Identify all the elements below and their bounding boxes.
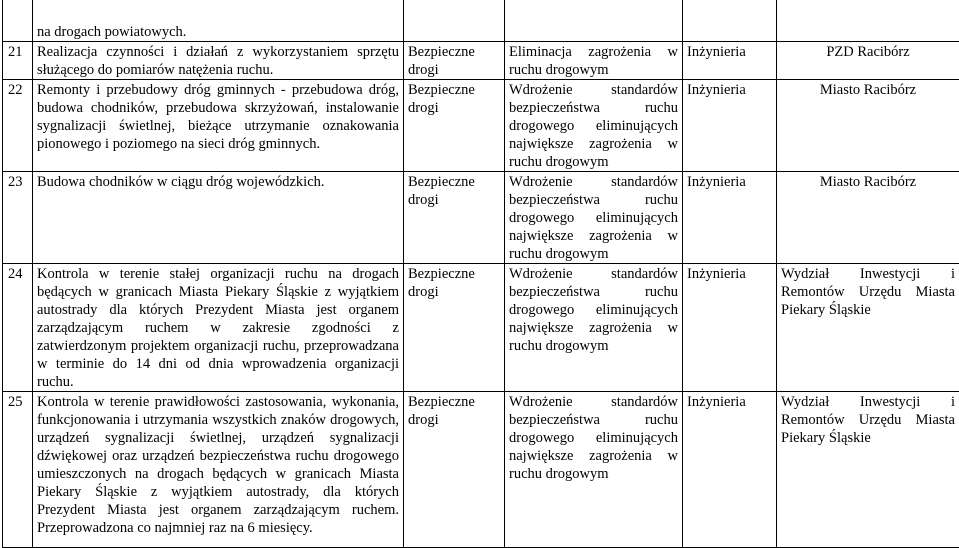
row-responsible: Miasto Racibórz: [777, 172, 959, 264]
row-area: Bezpieczne drogi: [404, 264, 505, 392]
table-row: [3, 172, 959, 264]
row-area: Bezpieczne drogi: [404, 42, 505, 80]
row-goal: [505, 0, 683, 42]
row-goal: Wdrożenie standardów bezpieczeństwa ruchu drogowego eliminujących największe zagrożenia w ruchu drogowym: [505, 264, 683, 392]
row-description: Remonty i przebudowy dróg gminnych - przebudowa dróg, budowa chodników, przebudowa skrzyżowań, instalowanie sygnalizacji świetlnej, bieżące utrzymanie oznakowania pionowego i poziomego na sieci dróg gminnych.: [33, 80, 404, 172]
row-area: Bezpieczne drogi: [404, 392, 505, 548]
row-goal: Wdrożenie standardów bezpieczeństwa ruchu drogowego eliminujących największe zagrożenia w ruchu drogowym: [505, 80, 683, 172]
row-category: Inżynieria: [683, 392, 777, 548]
row-description: Kontrola w terenie prawidłowości zastosowania, wykonania, funkcjonowania i utrzymania wszystkich znaków drogowych, urządzeń sygnalizacji świetlnej, urządzeń sygnalizacji dźwiękowej oraz urządzeń bezpieczeństwa ruchu drogowego umieszczonych na drogach będących w granicach Miasta Piekary Śląskie z wyjątkiem autostrady, dla których Prezydent Miasta jest organem zarządzającym ruchem. Przeprowadzona co najmniej raz na 6 miesięcy.: [33, 392, 404, 548]
row-category: Inżynieria: [683, 42, 777, 80]
row-number: 21: [3, 42, 33, 80]
row-description: Realizacja czynności i działań z wykorzystaniem sprzętu służącego do pomiarów natężenia ruchu.: [33, 42, 404, 80]
table-row: [3, 80, 959, 172]
row-responsible: PZD Racibórz: [777, 42, 959, 80]
row-goal: Wdrożenie standardów bezpieczeństwa ruchu drogowego eliminujących największe zagrożenia w ruchu drogowym: [505, 172, 683, 264]
row-description: Budowa chodników w ciągu dróg wojewódzkich.: [33, 172, 404, 264]
row-area: Bezpieczne drogi: [404, 172, 505, 264]
table-row: [3, 42, 959, 80]
row-responsible: Miasto Racibórz: [777, 80, 959, 172]
row-goal: Eliminacja zagrożenia w ruchu drogowym: [505, 42, 683, 80]
row-responsible: Wydział Inwestycji i Remontów Urzędu Miasta Piekary Śląskie: [777, 264, 959, 392]
row-number: 25: [3, 392, 33, 548]
row-category: [683, 0, 777, 42]
row-responsible: Wydział Inwestycji i Remontów Urzędu Miasta Piekary Śląskie: [777, 392, 959, 548]
row-responsible: [777, 0, 959, 42]
table-row: [3, 392, 959, 548]
row-description: Kontrola w terenie stałej organizacji ruchu na drogach będących w granicach Miasta Piekary Śląskie z wyjątkiem autostrady dla których Prezydent Miasta jest organem zarządzającym ruchem w zakresie zgodności z zatwierdzonym projektem organizacji ruchu, przeprowadzana w terminie do 14 dni od dnia wprowadzenia organizacji ruchu.: [33, 264, 404, 392]
row-goal: Wdrożenie standardów bezpieczeństwa ruchu drogowego eliminujących największe zagrożenia w ruchu drogowym: [505, 392, 683, 548]
row-category: Inżynieria: [683, 80, 777, 172]
table-row: [3, 0, 959, 42]
row-area: [404, 0, 505, 42]
row-number: [3, 0, 33, 42]
row-number: 22: [3, 80, 33, 172]
table-row: [3, 264, 959, 392]
row-number: 23: [3, 172, 33, 264]
row-number: 24: [3, 264, 33, 392]
row-area: Bezpieczne drogi: [404, 80, 505, 172]
row-category: Inżynieria: [683, 172, 777, 264]
measures-table: [2, 0, 959, 548]
row-description: na drogach powiatowych.: [33, 0, 404, 42]
row-category: Inżynieria: [683, 264, 777, 392]
